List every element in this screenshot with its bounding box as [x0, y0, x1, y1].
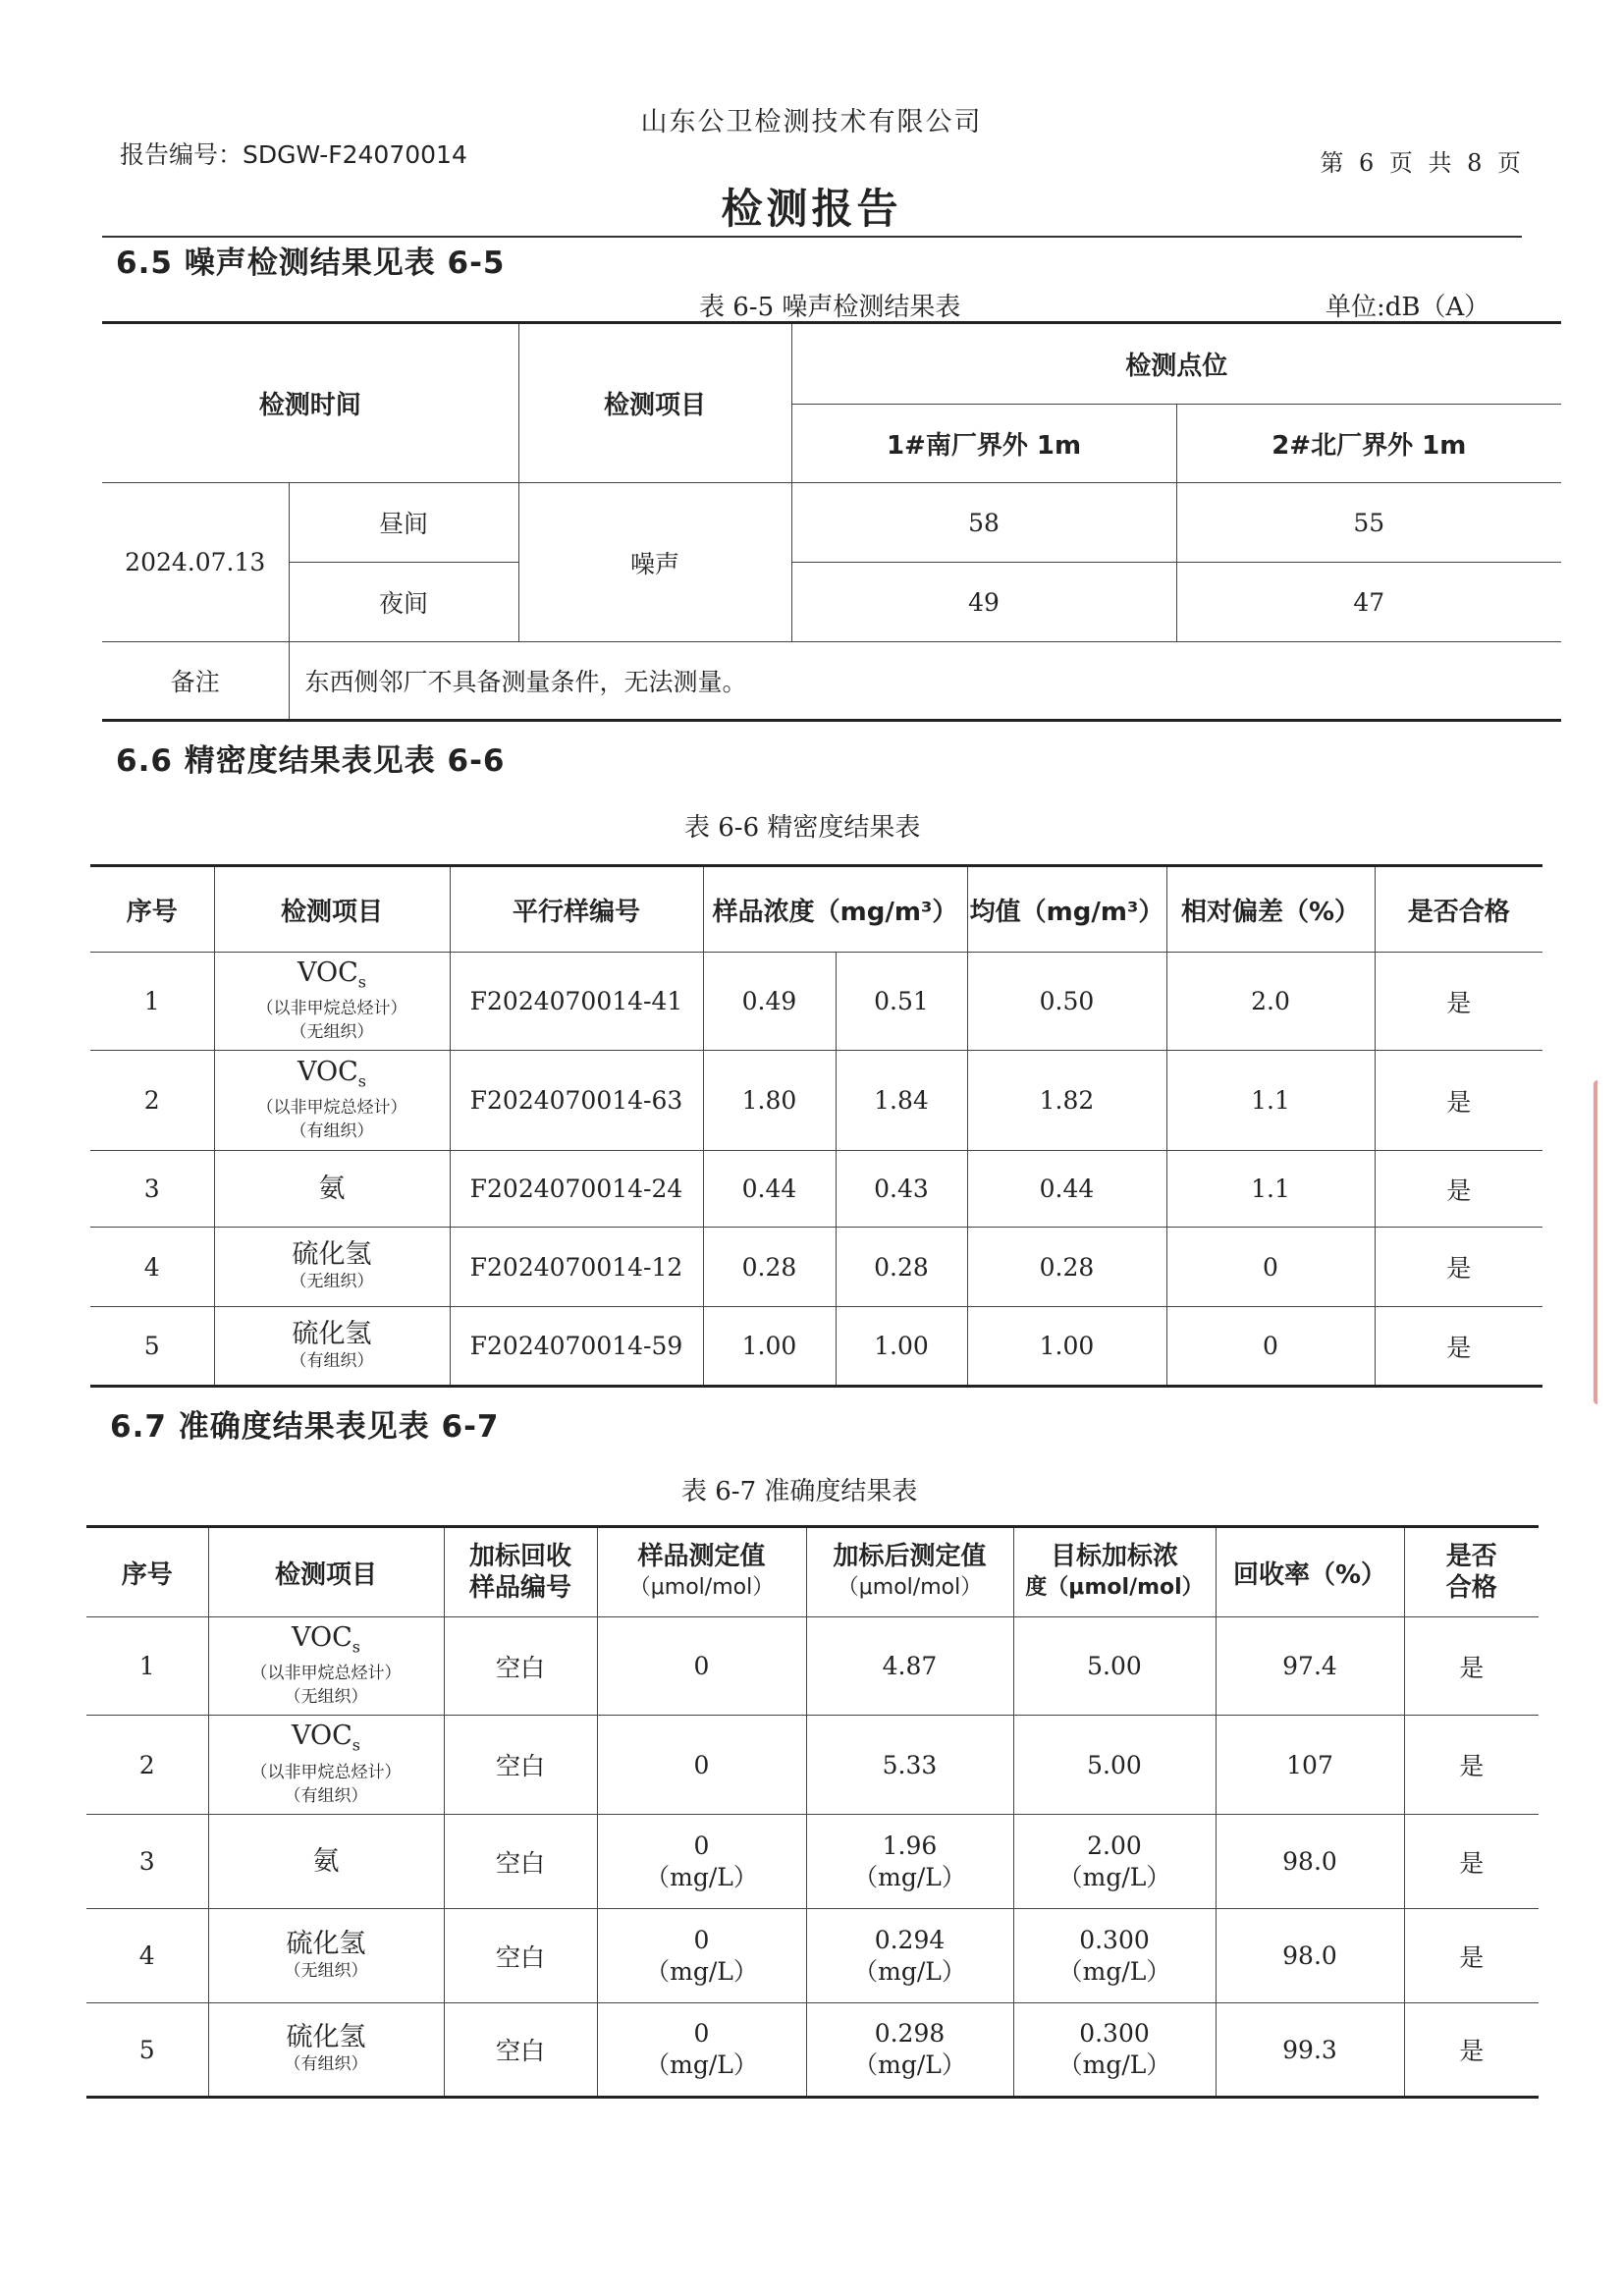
accuracy-table [86, 1525, 1539, 2099]
precision-header-concentration: 样品浓度（mg/m³） [703, 866, 967, 953]
qualified: 是 [1404, 1716, 1539, 1815]
sample-value: 0 [597, 1617, 806, 1716]
concentration-1: 0.28 [703, 1228, 836, 1307]
report-title: 检测报告 [721, 185, 902, 233]
target-value: 5.00 [1013, 1617, 1216, 1716]
recovery-rate: 97.4 [1216, 1617, 1404, 1716]
table-row [90, 1307, 1542, 1387]
header-line: 加标回收 [468, 1542, 571, 1571]
test-item [214, 1307, 450, 1387]
noise-period: 夜间 [289, 563, 518, 642]
value-unit: （mg/L） [645, 1956, 758, 1986]
precision-header-item: 检测项目 [214, 866, 450, 953]
header-line: （μmol/mol） [628, 1575, 775, 1600]
item-name: $VOC_s$ [297, 1056, 367, 1091]
sample-value [597, 2003, 806, 2098]
table-6-5-caption: 表 6-5 噪声检测结果表 [699, 293, 961, 322]
header-line: （μmol/mol） [837, 1575, 983, 1600]
header-line: 度（μmol/mol） [1025, 1575, 1204, 1600]
concentration-2: 1.84 [836, 1051, 967, 1151]
table-row [86, 2003, 1539, 2098]
spiked-value: 5.33 [806, 1716, 1013, 1815]
item-note: （有组织） [290, 1121, 374, 1142]
mean-value: 1.82 [967, 1051, 1166, 1151]
relative-deviation: 2.0 [1166, 953, 1375, 1051]
concentration-2: 0.28 [836, 1228, 967, 1307]
recovery-rate: 98.0 [1216, 1909, 1404, 2003]
value-unit: （mg/L） [853, 1862, 966, 1891]
qualified: 是 [1375, 1307, 1542, 1387]
value-unit: （mg/L） [1057, 2050, 1171, 2079]
item-note: （以非甲烷总烃计） [250, 1664, 402, 1684]
table-row [86, 1617, 1539, 1716]
noise-value: 49 [791, 563, 1176, 642]
spiked-value [806, 2003, 1013, 2098]
qualified: 是 [1404, 1617, 1539, 1716]
item-note: （无组织） [290, 1022, 374, 1043]
qualified: 是 [1375, 953, 1542, 1051]
spike-sample-code: 空白 [444, 1617, 597, 1716]
header-line: 样品编号 [468, 1573, 571, 1603]
value-unit: （mg/L） [645, 1862, 758, 1891]
item-name: 硫化氢 [292, 1318, 372, 1349]
noise-table [102, 321, 1561, 722]
section-6-6-title: 6.6 精密度结果表见表 6-6 [116, 743, 506, 779]
item-note: （有组织） [290, 1350, 374, 1371]
spike-sample-code: 空白 [444, 1815, 597, 1909]
value: 2.00 [1087, 1831, 1142, 1860]
noise-remark-label: 备注 [102, 642, 289, 721]
accuracy-header-rate: 回收率（%） [1216, 1527, 1404, 1617]
spike-sample-code: 空白 [444, 1716, 597, 1815]
table-row [90, 1151, 1542, 1228]
table-6-5-unit: 单位:dB（A） [1325, 293, 1490, 322]
spike-sample-code: 空白 [444, 1909, 597, 2003]
table-row [90, 1228, 1542, 1307]
header-line: 合格 [1445, 1573, 1497, 1603]
test-item [214, 1051, 450, 1151]
precision-header-qualified: 是否合格 [1375, 866, 1542, 953]
value: 0.300 [1079, 2019, 1150, 2048]
section-6-5-title: 6.5 噪声检测结果见表 6-5 [116, 246, 506, 281]
test-item [208, 2003, 444, 2098]
precision-table [90, 864, 1542, 1388]
item-note: （以非甲烷总烃计） [256, 1098, 407, 1119]
section-6-7-title: 6.7 准确度结果表见表 6-7 [110, 1409, 500, 1445]
precision-header-mean: 均值（mg/m³） [967, 866, 1166, 953]
sample-code: F2024070014-24 [450, 1151, 703, 1228]
accuracy-header-qualified [1404, 1527, 1539, 1617]
noise-header-time: 检测时间 [102, 323, 518, 483]
table-row [90, 1051, 1542, 1151]
row-number: 4 [86, 1909, 208, 2003]
recovery-rate: 99.3 [1216, 2003, 1404, 2098]
test-item [214, 953, 450, 1051]
test-item [208, 1617, 444, 1716]
sample-value [597, 1815, 806, 1909]
accuracy-header-item: 检测项目 [208, 1527, 444, 1617]
value-unit: （mg/L） [853, 2050, 966, 2079]
test-item [214, 1151, 450, 1228]
noise-value: 47 [1176, 563, 1561, 642]
sample-code: F2024070014-41 [450, 953, 703, 1051]
test-item [208, 1909, 444, 2003]
relative-deviation: 1.1 [1166, 1051, 1375, 1151]
target-value [1013, 1909, 1216, 2003]
target-value [1013, 1815, 1216, 1909]
row-number: 2 [90, 1051, 214, 1151]
accuracy-header-sample [597, 1527, 806, 1617]
table-row [86, 1909, 1539, 2003]
precision-header-no: 序号 [90, 866, 214, 953]
spike-sample-code: 空白 [444, 2003, 597, 2098]
item-note: （有组织） [284, 1785, 368, 1806]
value-unit: （mg/L） [1057, 1862, 1171, 1891]
company-name: 山东公卫检测技术有限公司 [640, 107, 983, 137]
accuracy-header-no: 序号 [86, 1527, 208, 1617]
target-value [1013, 2003, 1216, 2098]
header-line: 加标后测定值 [833, 1542, 987, 1571]
table-row [102, 483, 1561, 563]
row-number: 5 [86, 2003, 208, 2098]
spiked-value: 4.87 [806, 1617, 1013, 1716]
item-note: （无组织） [284, 1687, 368, 1708]
test-item [214, 1228, 450, 1307]
concentration-1: 0.49 [703, 953, 836, 1051]
table-6-7-caption: 表 6-7 准确度结果表 [681, 1477, 918, 1506]
value: 0.300 [1079, 1925, 1150, 1954]
table-row [86, 1716, 1539, 1815]
concentration-2: 1.00 [836, 1307, 967, 1387]
item-note: （无组织） [284, 1960, 368, 1981]
seal-stamp-edge [1594, 1080, 1623, 1404]
mean-value: 1.00 [967, 1307, 1166, 1387]
item-name: $VOC_s$ [291, 1621, 361, 1657]
item-note: （以非甲烷总烃计） [256, 999, 407, 1019]
value-unit: （mg/L） [853, 1956, 966, 1986]
table-row [102, 563, 1561, 642]
noise-value: 58 [791, 483, 1176, 563]
item-name: 硫化氢 [292, 1239, 372, 1270]
noise-header-item: 检测项目 [518, 323, 791, 483]
mean-value: 0.50 [967, 953, 1166, 1051]
noise-date: 2024.07.13 [102, 483, 289, 642]
noise-value: 55 [1176, 483, 1561, 563]
row-number: 5 [90, 1307, 214, 1387]
relative-deviation: 0 [1166, 1307, 1375, 1387]
header-line: 样品测定值 [637, 1542, 766, 1571]
table-row [90, 953, 1542, 1051]
noise-period: 昼间 [289, 483, 518, 563]
item-note: （有组织） [284, 2054, 368, 2074]
header-line: 是否 [1445, 1542, 1497, 1571]
page-number: 第 6 页 共 8 页 [1320, 149, 1525, 177]
qualified: 是 [1404, 2003, 1539, 2098]
concentration-2: 0.43 [836, 1151, 967, 1228]
precision-header-code: 平行样编号 [450, 866, 703, 953]
table-row [86, 1815, 1539, 1909]
sample-code: F2024070014-12 [450, 1228, 703, 1307]
qualified: 是 [1375, 1051, 1542, 1151]
recovery-rate: 98.0 [1216, 1815, 1404, 1909]
noise-header-point2: 2#北厂界外 1m [1176, 405, 1561, 483]
item-name: $VOC_s$ [297, 957, 367, 992]
report-number: 报告编号：SDGW-F24070014 [120, 140, 467, 169]
item-name: 硫化氢 [286, 1928, 366, 1959]
accuracy-header-code [444, 1527, 597, 1617]
concentration-1: 1.00 [703, 1307, 836, 1387]
accuracy-header-after [806, 1527, 1013, 1617]
item-name: 氨 [318, 1173, 346, 1204]
relative-deviation: 0 [1166, 1228, 1375, 1307]
target-value: 5.00 [1013, 1716, 1216, 1815]
value: 0.294 [874, 1925, 946, 1954]
spiked-value [806, 1815, 1013, 1909]
item-name: $VOC_s$ [291, 1721, 361, 1755]
table-6-6-caption: 表 6-6 精密度结果表 [684, 813, 921, 843]
item-note: （以非甲烷总烃计） [250, 1762, 402, 1782]
mean-value: 0.44 [967, 1151, 1166, 1228]
spiked-value [806, 1909, 1013, 2003]
sample-code: F2024070014-63 [450, 1051, 703, 1151]
value-unit: （mg/L） [1057, 1956, 1171, 1986]
recovery-rate: 107 [1216, 1716, 1404, 1815]
mean-value: 0.28 [967, 1228, 1166, 1307]
header-line: 目标加标浓 [1050, 1542, 1178, 1571]
qualified: 是 [1404, 1909, 1539, 2003]
item-note: （无组织） [290, 1272, 374, 1291]
value: 0 [693, 1925, 710, 1954]
relative-deviation: 1.1 [1166, 1151, 1375, 1228]
row-number: 2 [86, 1716, 208, 1815]
precision-header-deviation: 相对偏差（%） [1166, 866, 1375, 953]
sample-value [597, 1909, 806, 2003]
item-name: 硫化氢 [286, 2022, 366, 2052]
qualified: 是 [1404, 1815, 1539, 1909]
row-number: 1 [90, 953, 214, 1051]
accuracy-header-target [1013, 1527, 1216, 1617]
noise-remark: 东西侧邻厂不具备测量条件，无法测量。 [289, 642, 1561, 721]
value: 1.96 [882, 1831, 938, 1860]
table-row [102, 642, 1561, 721]
qualified: 是 [1375, 1151, 1542, 1228]
value: 0 [693, 1831, 710, 1860]
qualified: 是 [1375, 1228, 1542, 1307]
noise-header-points: 检测点位 [791, 323, 1561, 405]
row-number: 1 [86, 1617, 208, 1716]
noise-header-point1: 1#南厂界外 1m [791, 405, 1176, 483]
noise-item: 噪声 [518, 483, 791, 642]
value-unit: （mg/L） [645, 2050, 758, 2079]
value: 0 [693, 2019, 710, 2048]
sample-value: 0 [597, 1716, 806, 1815]
row-number: 4 [90, 1228, 214, 1307]
concentration-1: 0.44 [703, 1151, 836, 1228]
test-item [208, 1815, 444, 1909]
concentration-2: 0.51 [836, 953, 967, 1051]
test-item [208, 1716, 444, 1815]
value: 0.298 [874, 2019, 946, 2048]
sample-code: F2024070014-59 [450, 1307, 703, 1387]
item-name: 氨 [312, 1845, 340, 1877]
concentration-1: 1.80 [703, 1051, 836, 1151]
row-number: 3 [86, 1815, 208, 1909]
row-number: 3 [90, 1151, 214, 1228]
